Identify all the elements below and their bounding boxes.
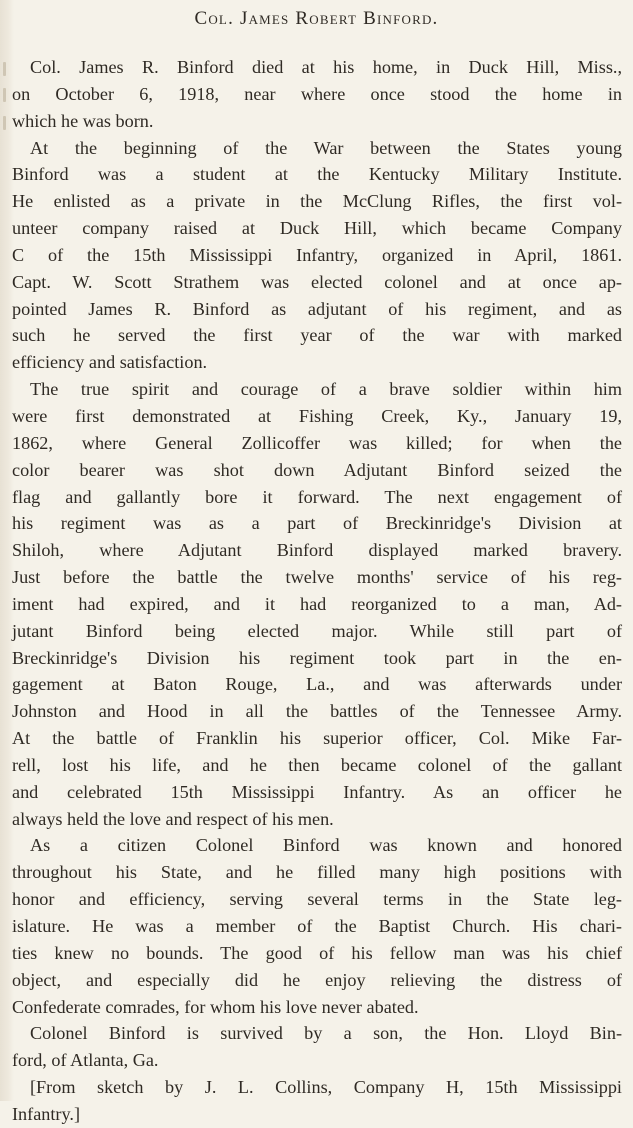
text-line: object, and especially did he enjoy relieving the distress of — [12, 969, 622, 990]
text-line: were first demonstrated at Fishing Creek, Ky., January 19, — [12, 405, 622, 426]
text-line: He enlisted as a private in the McClung Rifles, the first vol- — [12, 191, 622, 212]
text-line: Capt. W. Scott Strathem was elected colonel and at once ap- — [12, 271, 622, 292]
text-line: Col. James R. Binford died at his home, in Duck Hill, Miss., — [30, 57, 622, 77]
text-line: islature. He was a member of the Baptist Church. His chari- — [12, 916, 622, 936]
text-line: At the beginning of the War between the States young — [30, 137, 622, 158]
text-line: Infantry.] — [12, 1103, 80, 1124]
text-line: Breckinridge's Division his regiment took part in the en- — [12, 647, 622, 668]
text-line: Just before the battle the twelve months' service of his reg- — [12, 567, 622, 588]
text-line: and celebrated 15th Mississippi Infantry. As an officer he — [12, 781, 622, 802]
text-line: on October 6, 1918, near where once stood the home in — [12, 83, 622, 104]
binding-mark — [3, 62, 6, 76]
text-line: pointed James R. Binford as adjutant of his regiment, and as — [12, 298, 622, 319]
text-line: ford, of Atlanta, Ga. — [12, 1050, 159, 1071]
text-line: such he served the first year of the war with marked — [12, 325, 622, 346]
text-line: efficiency and satisfaction. — [12, 352, 208, 373]
text-line: his regiment was as a part of Breckinridge's Division at — [12, 513, 622, 534]
text-line: gagement at Baton Rouge, La., and was afterwards under — [12, 674, 622, 695]
text-line: flag and gallantly bore it forward. The next engagement of — [12, 486, 622, 507]
text-line: jutant Binford being elected major. While still part of — [12, 620, 622, 641]
text-line: Shiloh, where Adjutant Binford displayed marked bravery. — [12, 540, 622, 561]
binding-mark — [3, 116, 6, 130]
text-line: iment had expired, and it had reorganized to a man, Ad- — [12, 593, 622, 614]
text-line: which he was born. — [12, 110, 154, 131]
text-line: At the battle of Franklin his superior officer, Col. Mike Far- — [12, 728, 622, 749]
text-line: color bearer was shot down Adjutant Binford seized the — [12, 459, 622, 480]
text-line: Johnston and Hood in all the battles of the Tennessee Army. — [12, 701, 622, 722]
text-line: Confederate comrades, for whom his love never abated. — [12, 996, 419, 1017]
text-line: 1862, where General Zollicoffer was killed; for when the — [12, 432, 622, 453]
text-line: ties knew no bounds. The good of his fellow man was his chief — [12, 942, 622, 963]
text-line: Colonel Binford is survived by a son, the Hon. Lloyd Bin- — [30, 1023, 622, 1044]
text-line: rell, lost his life, and he then became colonel of the gallant — [12, 754, 622, 775]
article-body — [12, 54, 622, 1128]
text-line: As a citizen Colonel Binford was known and honored — [30, 835, 622, 856]
text-line: The true spirit and courage of a brave soldier within him — [30, 379, 622, 400]
text-line: throughout his State, and he filled many high positions with — [12, 862, 622, 883]
text-line: [From sketch by J. L. Collins, Company H, 15th Mississippi — [30, 1077, 622, 1098]
article-title: Col. James Robert Binford. — [194, 8, 439, 29]
text-line: unteer company raised at Duck Hill, which became Company — [12, 218, 622, 239]
text-line: C of the 15th Mississippi Infantry, organized in April, 1861. — [12, 244, 622, 265]
text-line: honor and efficiency, serving several terms in the State leg- — [12, 889, 622, 910]
binding-mark — [3, 88, 6, 102]
text-line: always held the love and respect of his men. — [12, 808, 334, 829]
text-line: Binford was a student at the Kentucky Military Institute. — [12, 164, 622, 185]
